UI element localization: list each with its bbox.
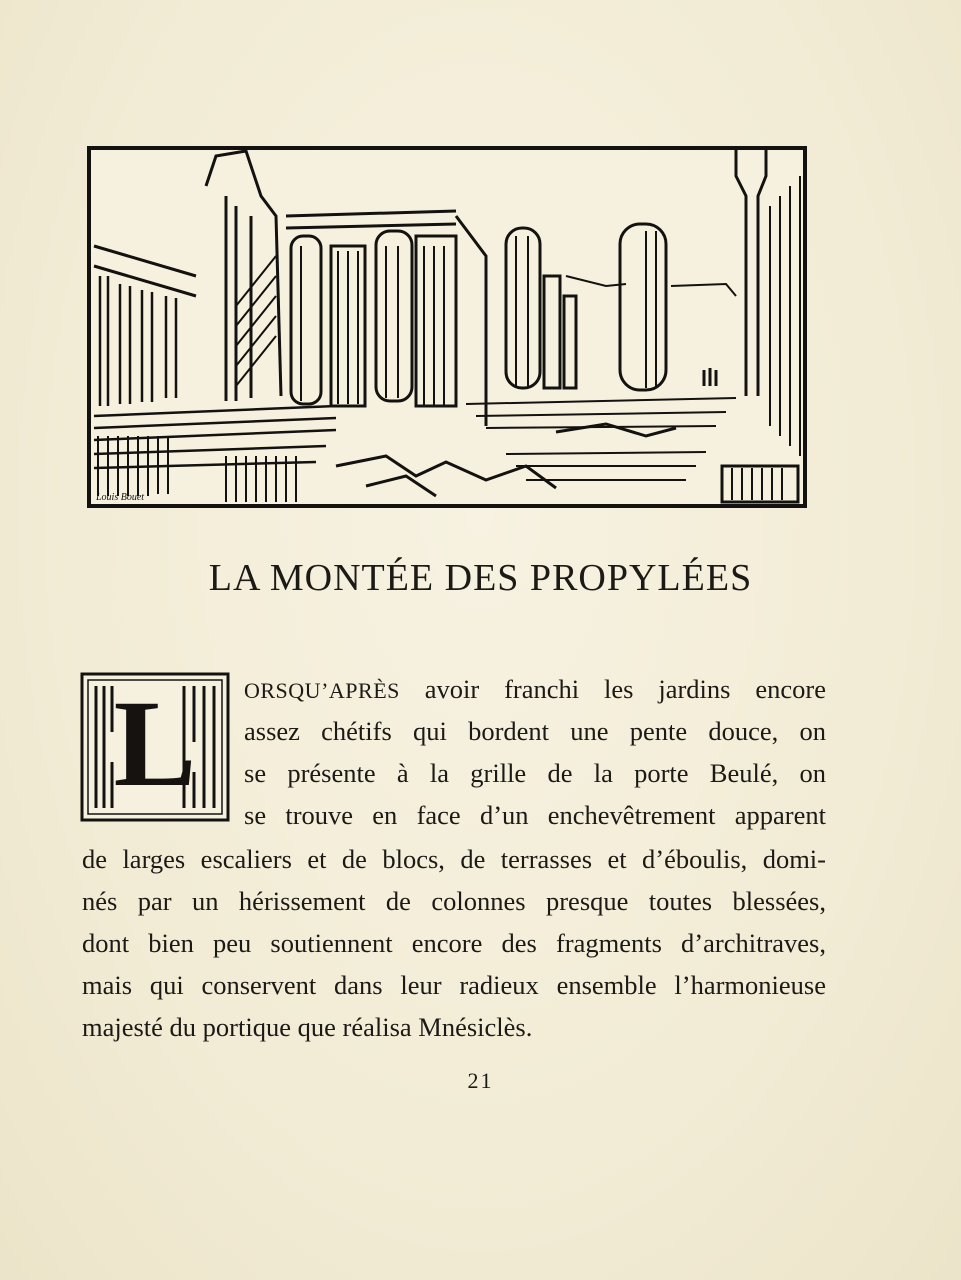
text-line-5: de larges escaliers et de blocs, de terrasses et d’éboulis, domi-: [82, 844, 826, 874]
text-line-8: mais qui conservent dans leur radieux ensemble l’harmonieuse: [82, 970, 826, 1000]
chapter-title: LA MONTÉE DES PROPYLÉES: [208, 557, 753, 599]
page-number: 21: [467, 1068, 494, 1093]
propylaea-illustration: [86, 136, 810, 510]
first-word-smallcaps: ORSQU’APRÈS: [244, 678, 400, 703]
text-line-7: dont bien peu soutiennent encore des fragments d’architraves,: [82, 928, 826, 958]
artist-signature: Louis Bouet: [96, 492, 145, 503]
dropcap-letter: L: [113, 675, 197, 812]
text-line-1-rest: avoir franchi les jardins encore: [424, 674, 826, 704]
text-line-3: se présente à la grille de la porte Beulé, on: [244, 758, 826, 788]
decorative-dropcap: [80, 672, 230, 822]
text-line-2: assez chétifs qui bordent une pente douce, on: [244, 716, 826, 746]
text-line-9: majesté du portique que réalisa Mnésiclès.: [82, 1012, 533, 1042]
woodcut-drawing: [86, 136, 810, 510]
text-line-4: se trouve en face d’un enchevêtrement apparent: [244, 800, 826, 830]
text-line-1: [244, 674, 826, 705]
text-line-6: nés par un hérissement de colonnes presque toutes blessées,: [82, 886, 826, 916]
